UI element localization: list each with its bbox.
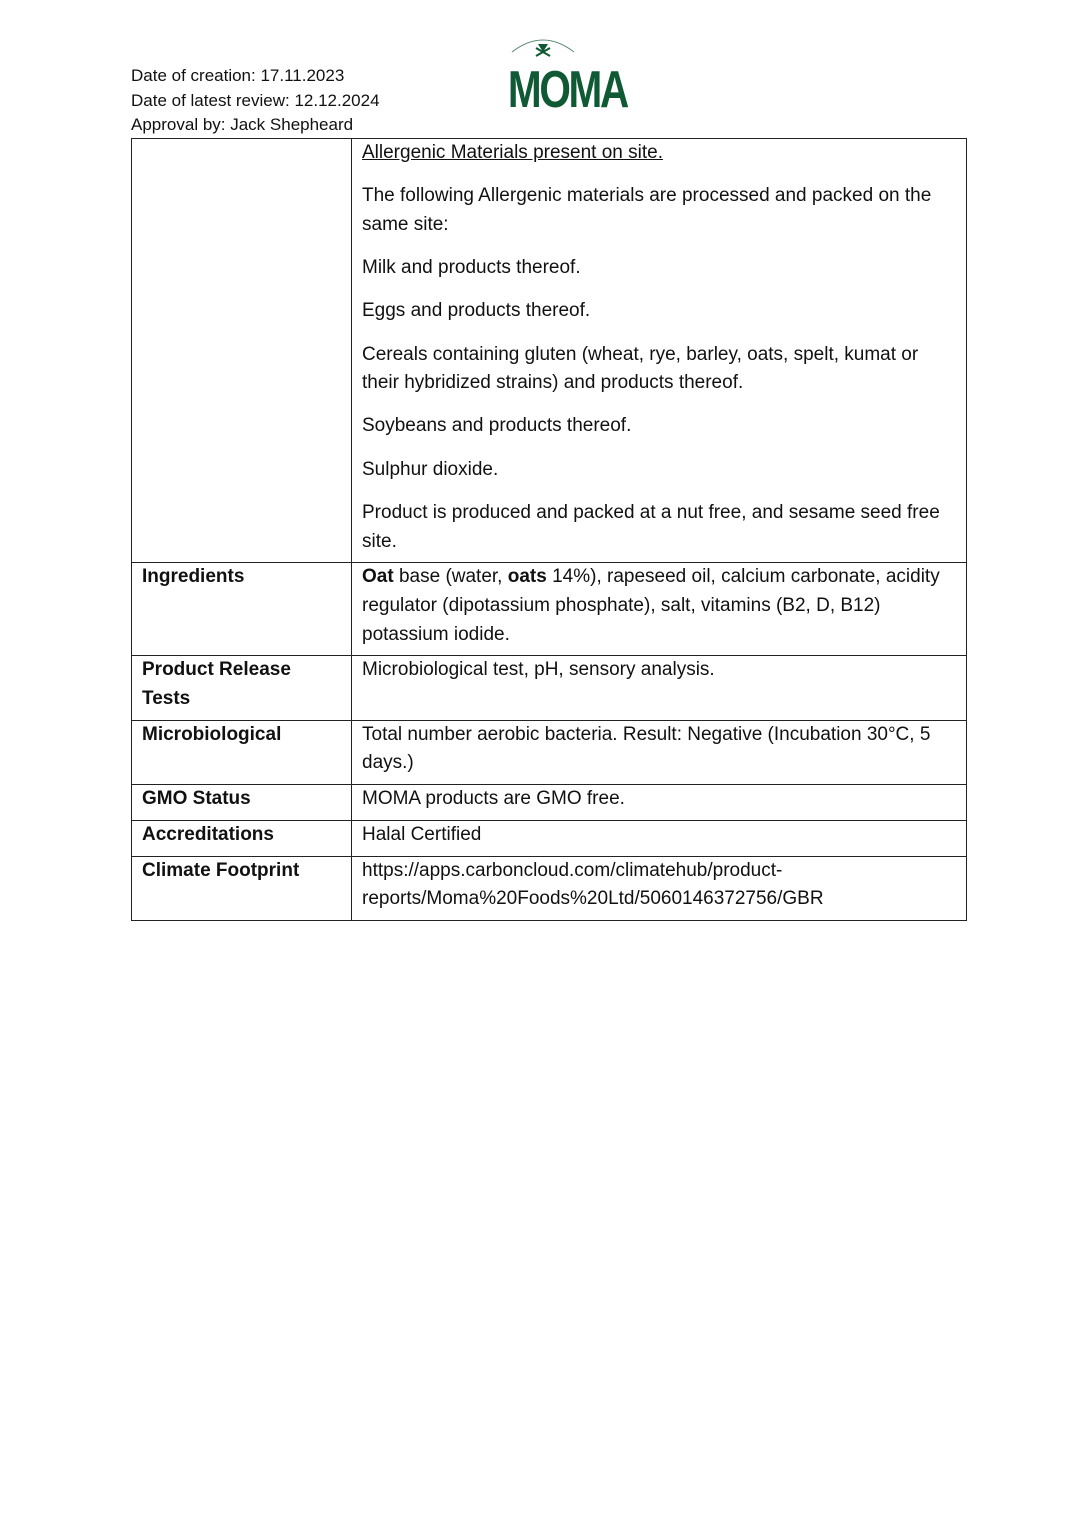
row-label: Climate Footprint [132,856,352,920]
table-row [132,656,967,720]
approval-by: Approval by: Jack Shepheard [131,115,354,134]
row-label: Accreditations [132,820,352,856]
row-value: Total number aerobic bacteria. Result: Negative (Incubation 30°C, 5 days.) [352,720,967,784]
allergen-item: Soybeans and products thereof. [362,415,632,437]
ingredient-text: base (water, [393,566,508,588]
row-value: MOMA products are GMO free. [352,785,967,821]
table-row [132,139,967,563]
table-row [132,856,967,920]
table-cell-empty [132,139,352,563]
row-label: Ingredients [132,563,352,656]
table-row [132,785,967,821]
logo-tagline-icon [506,30,580,60]
allergen-item: Cereals containing gluten (wheat, rye, barley, oats, spelt, kumat or their hybridized strains) and products thereof. [362,343,919,394]
row-label: Product Release Tests [132,656,352,720]
table-row [132,820,967,856]
link-line: reports/Moma%20Foods%20Ltd/5060146372756/GBR [362,888,824,910]
review-date: Date of latest review: 12.12.2024 [131,90,380,110]
allergens-intro: The following Allergenic materials are processed and packed on the same site: [362,185,932,235]
row-label: GMO Status [132,785,352,821]
document-meta [131,64,380,138]
table-row [132,563,967,656]
allergen-item: Sulphur dioxide. [362,458,499,480]
logo-wordmark: MOMA [507,61,627,119]
creation-date: Date of creation: 17.11.2023 [131,66,345,85]
allergens-heading: Allergenic Materials present on site. [362,142,663,163]
allergen-item: Milk and products thereof. [362,257,581,279]
ingredient-bold: Oat [362,566,394,588]
allergen-item: Eggs and products thereof. [362,300,591,322]
link-line: https://apps.carboncloud.com/climatehub/product- [362,859,783,881]
table-row [132,720,967,784]
ingredient-bold: oats [507,566,547,588]
specification-table [131,138,967,921]
allergens-note: Product is produced and packed at a nut free, and sesame seed free site. [362,501,940,552]
row-value: Microbiological test, pH, sensory analysis. [352,656,967,720]
row-label: Microbiological [132,720,352,784]
ingredient-text: 14%), rapeseed oil, calcium carbonate, acidity regulator (dipotassium phosphate), salt, vitamins (B2, D, B12) potassium iodide. [362,566,940,645]
allergens-cell [352,139,967,563]
climate-footprint-link[interactable] [352,856,967,920]
ingredients-value [352,563,967,656]
row-value: Halal Certified [352,820,967,856]
moma-logo [498,30,627,120]
